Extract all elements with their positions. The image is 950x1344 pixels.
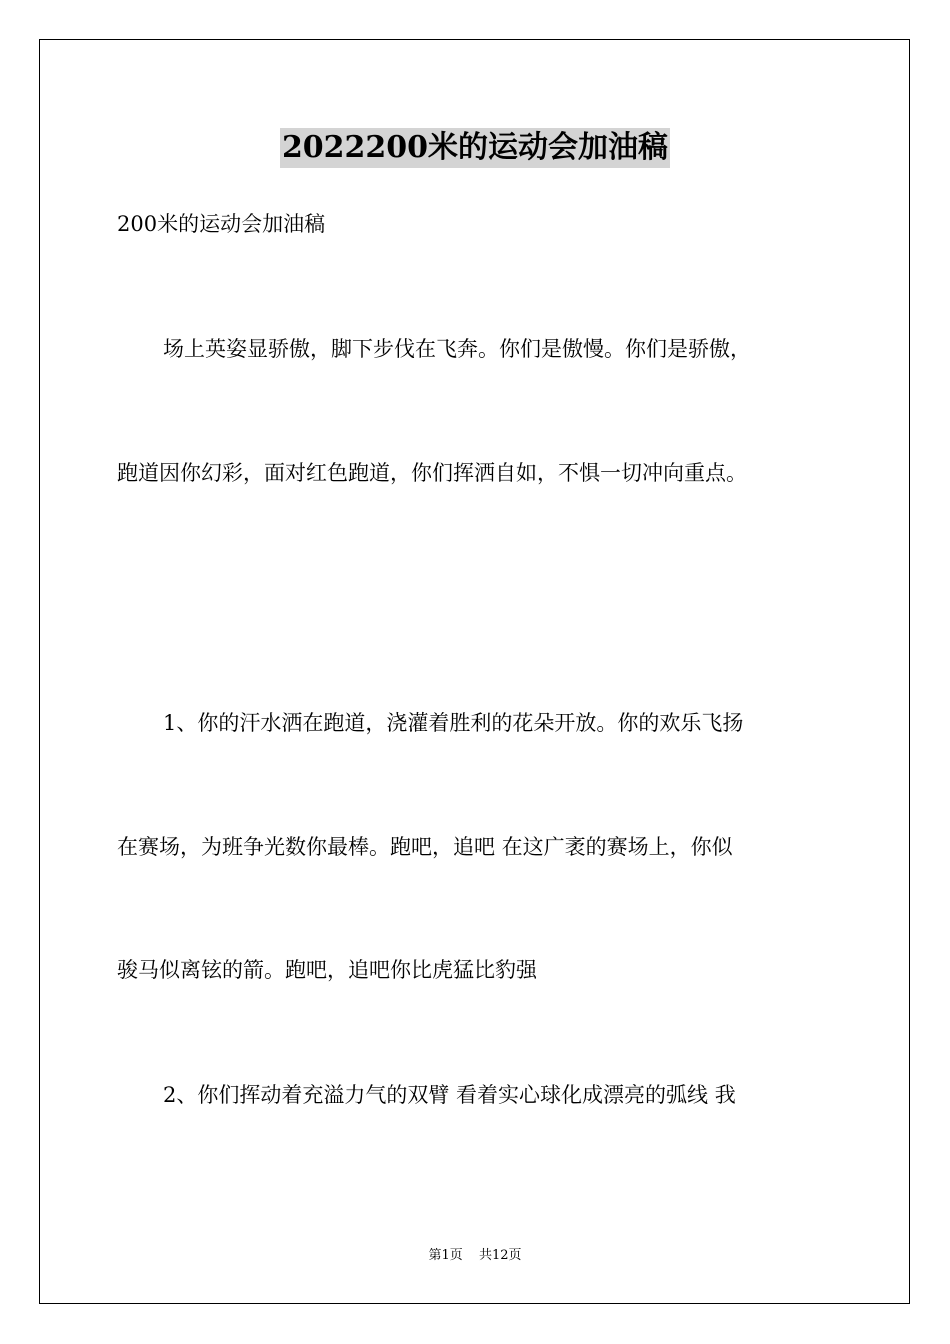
paragraph-line: 骏马似离铉的箭。跑吧，追吧你比虎猛比豹强 (117, 958, 537, 982)
page-footer (0, 1246, 950, 1266)
document-title-text: 2022200米的运动会加油稿 (280, 128, 670, 168)
document-subtitle: 200米的运动会加油稿 (117, 212, 326, 236)
paragraph-line: 在赛场，为班争光数你最棒。跑吧，追吧 在这广袤的赛场上，你似 (117, 835, 733, 859)
paragraph-line: 2、你们挥动着充溢力气的双臂 看着实心球化成漂亮的弧线 我 (163, 1083, 736, 1107)
paragraph-line: 场上英姿显骄傲，脚下步伐在飞奔。你们是傲慢。你们是骄傲， (163, 337, 751, 361)
paragraph-line: 跑道因你幻彩，面对红色跑道，你们挥洒自如，不惧一切冲向重点。 (117, 461, 747, 485)
page-number: 第1页 (428, 1248, 463, 1263)
paragraph-line: 1、你的汗水洒在跑道，浇灌着胜利的花朵开放。你的欢乐飞扬 (163, 711, 744, 735)
document-title (0, 128, 950, 172)
page-total: 共12页 (478, 1248, 522, 1263)
